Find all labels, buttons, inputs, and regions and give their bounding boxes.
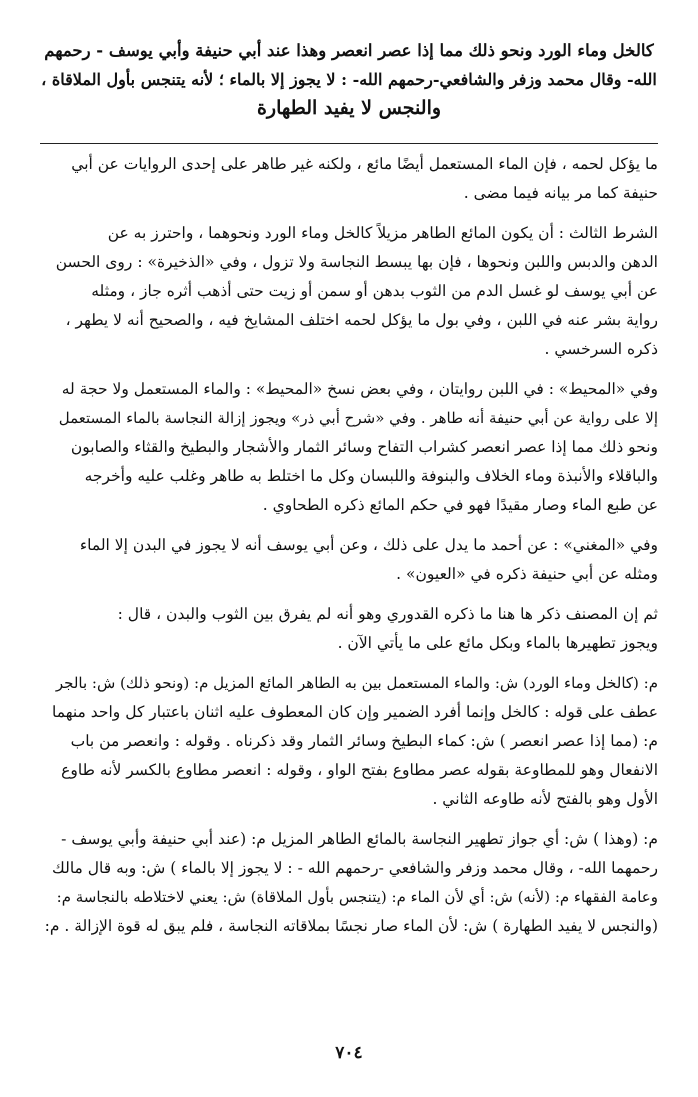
text-line: الأول وهو بالفتح لأنه طاوعه الثاني . <box>432 790 658 808</box>
commentary-paragraph <box>40 669 658 814</box>
text-line: عطف على قوله : كالخل وإنما أفرد الضمير وإن كان المعطوف عليه اثنان باعتبار كل واحد منهما <box>52 703 658 721</box>
text-line: الدهن والدبس واللبن ونحوها ، فإن بها يبسط النجاسة ولا تزول ، وفي «الذخيرة» : روى الحسن <box>55 253 658 271</box>
text-line: ما يؤكل لحمه ، فإن الماء المستعمل أيضًا مائع ، ولكنه غير طاهر على إحدى الروايات عن أبي <box>71 155 658 173</box>
text-line: رحمهما الله- ، وقال محمد وزفر والشافعي -رحمهم الله - : لا يجوز إلا بالماء ) ش: وبه قال مالك <box>52 859 658 877</box>
text-line: عن طبع الماء وصار مقيدًا فهو في حكم المائع ذكره الطحاوي . <box>262 496 658 514</box>
text-line: الانفعال وهو للمطاوعة بقوله عصر مطاوع بفتح الواو ، وقوله : انعصر مطاوع بالكسر لأنه طاوع <box>61 761 658 779</box>
text-line: حنيفة كما مر بيانه فيما مضى . <box>463 184 658 202</box>
commentary-paragraph <box>40 825 658 941</box>
text-line: ثم إن المصنف ذكر ها هنا ما ذكره القدوري وهو أنه لم يفرق بين الثوب والبدن ، قال : <box>117 605 658 623</box>
text-line: وفي «المغني» : عن أحمد ما يدل على ذلك ، وعن أبي يوسف أنه لا يجوز في البدن إلا الماء <box>79 536 658 554</box>
page-body <box>40 36 658 941</box>
commentary-paragraph <box>40 531 658 589</box>
text-line: ذكره السرخسي . <box>544 340 658 358</box>
text-line: وفي «المحيط» : في اللبن روايتان ، وفي بعض نسخ «المحيط» : والماء المستعمل ولا حجة له <box>61 380 658 398</box>
commentary-paragraph <box>40 375 658 520</box>
commentary-paragraph <box>40 600 658 658</box>
commentary-paragraph <box>40 150 658 208</box>
text-line: ويجوز تطهيرها بالماء وبكل مائع على ما يأتي الآن . <box>337 634 658 652</box>
page-number: ٧٠٤ <box>335 1043 363 1063</box>
matn-line: الله- وقال محمد وزفر والشافعي-رحمهم الله- : لا يجوز إلا بالماء ؛ لأنه يتنجس بأول الملاقاة ، <box>41 70 657 89</box>
text-line: م: (وهذا ) ش: أي جواز تطهير النجاسة بالمائع الطاهر المزيل م: (عند أبي حنيفة وأبي يوسف - <box>61 830 658 848</box>
matn-line: كالخل وماء الورد ونحو ذلك مما إذا عصر انعصر وهذا عند أبي حنيفة وأبي يوسف - رحمهم <box>44 41 654 60</box>
text-line: والباقلاء والأنبذة وماء الخلاف والبنوفة واللبسان وكل ما اختلط به طاهر وغلب عليه وأخرجه <box>84 467 658 485</box>
text-line: الشرط الثالث : أن يكون المائع الطاهر مزيلاً كالخل وماء الورد ونحوهما ، واحترز به عن <box>107 224 658 242</box>
text-line: وعامة الفقهاء م: (لأنه) ش: أي لأن الماء م: (يتنجس بأول الملاقاة) ش: يعني لاختلاطه بالنجاسة م: <box>56 888 658 906</box>
commentary-paragraph <box>40 219 658 364</box>
text-line: م: (كالخل وماء الورد) ش: والماء المستعمل بين به الطاهر المائع المزيل م: (ونحو ذلك) ش: بالجر <box>55 674 658 692</box>
text-line: ومثله عن أبي حنيفة ذكره في «العيون» . <box>396 565 658 583</box>
separator-rule <box>40 143 658 144</box>
text-line: عن أبي يوسف لو غسل الدم من الثوب بدهن أو سمن أو زيت حتى أذهب أثره جاز ، ومثله <box>91 282 658 300</box>
text-line: إلا على رواية عن أبي حنيفة أنه طاهر . وفي «شرح أبي ذر» ويجوز إزالة النجاسة بالماء المستعمل <box>58 409 658 427</box>
text-line: ونحو ذلك مما إذا عصر انعصر كشراب التفاح وسائر الثمار والأشجار والبطيخ والقثاء والصابون <box>70 438 658 456</box>
text-line: (والنجس لا يفيد الطهارة ) ش: لأن الماء صار نجسًا بملاقاته النجاسة ، فلم يبق له قوة الإزالة . م: <box>44 917 658 935</box>
matn-text <box>40 36 658 123</box>
text-line: رواية بشر عنه في اللبن ، وفي بول ما يؤكل لحمه اختلف المشايخ فيه ، والصحيح أنه لا يطهر ، <box>65 311 658 329</box>
matn-line: والنجس لا يفيد الطهارة <box>256 97 442 119</box>
text-line: م: (مما إذا عصر انعصر ) ش: كماء البطيخ وسائر الثمار وقد ذكرناه . وقوله : وانعصر من باب <box>70 732 658 750</box>
